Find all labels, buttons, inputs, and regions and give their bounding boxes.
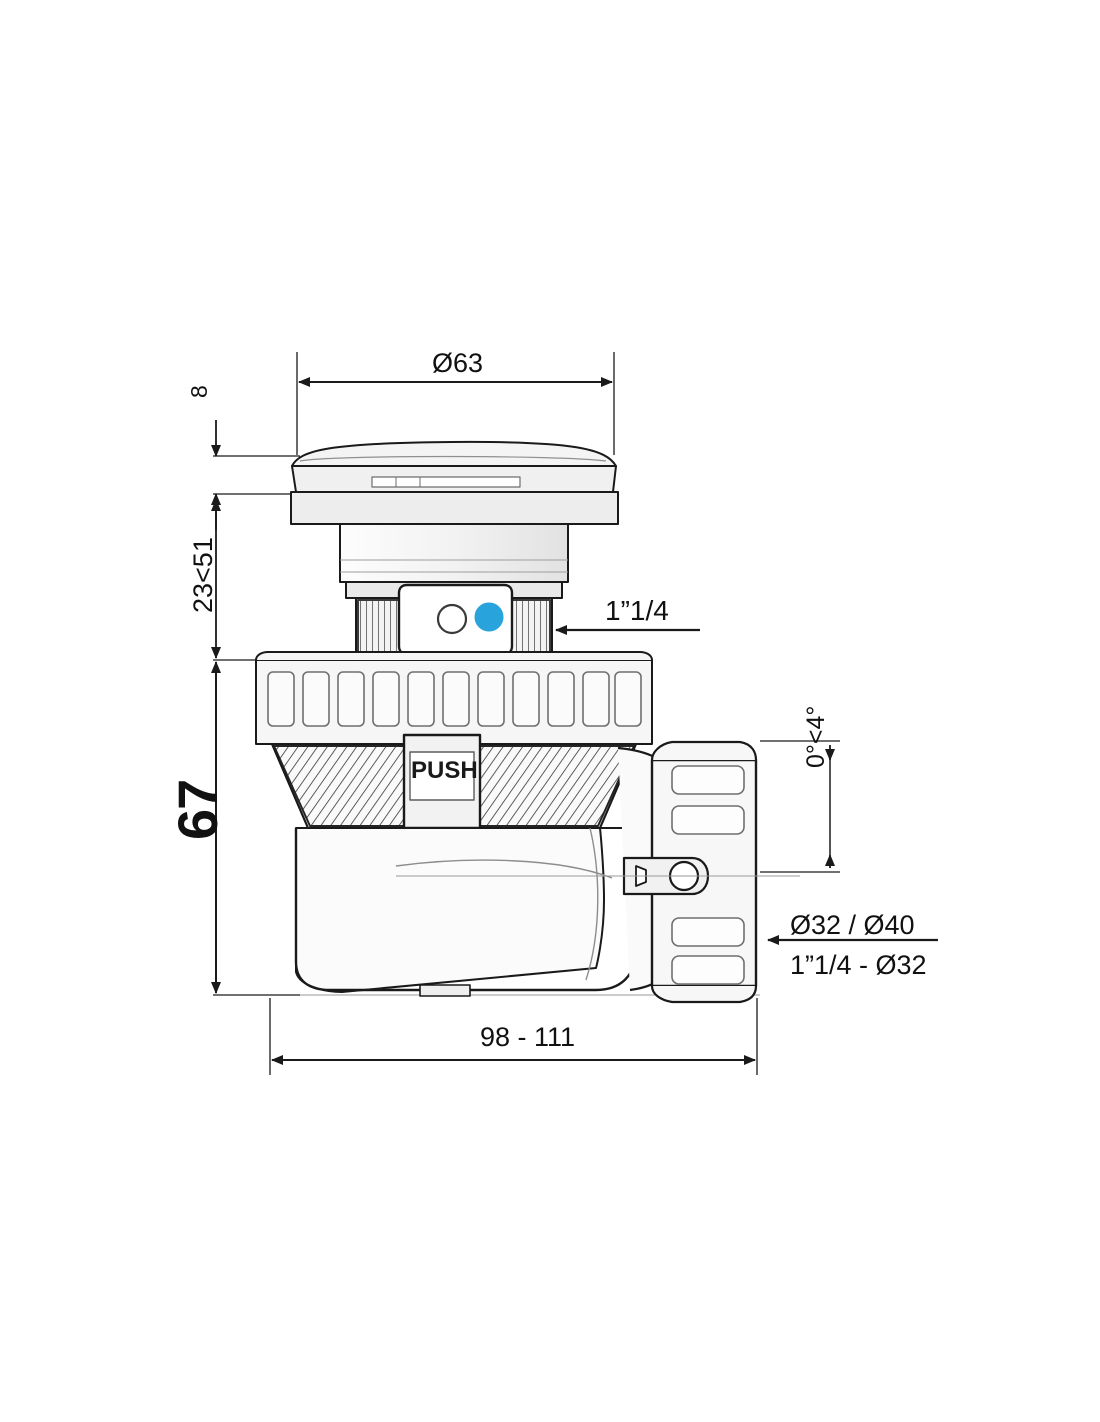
waste-trap-body: [256, 442, 800, 1002]
dimension-label-top-thread: 1”1/4: [605, 595, 669, 626]
dimension-label-outlet-sizes: Ø32 / Ø40: [790, 910, 915, 940]
upper-collar: [340, 524, 568, 582]
dimension-label-top-diameter: Ø63: [432, 348, 484, 378]
dimension-label-outlet-thread: 1”1/4 - Ø32: [790, 950, 927, 980]
cap-rim: [291, 492, 618, 524]
dimension-label-total-height: 67: [166, 779, 229, 840]
push-label: PUSH: [411, 757, 478, 784]
cap-dome: [292, 442, 616, 466]
indicator-white-dot: [438, 605, 466, 633]
trap-bowl: [296, 828, 604, 992]
dimension-label-height-range: 23<51: [188, 537, 218, 613]
indicator-blue-dot: [475, 603, 503, 631]
dimension-label-outlet-angle: 0°<4°: [802, 705, 830, 768]
dimension-label-total-length: 98 - 111: [480, 1022, 576, 1052]
dimension-label-cover-thickness: 8: [186, 385, 212, 398]
